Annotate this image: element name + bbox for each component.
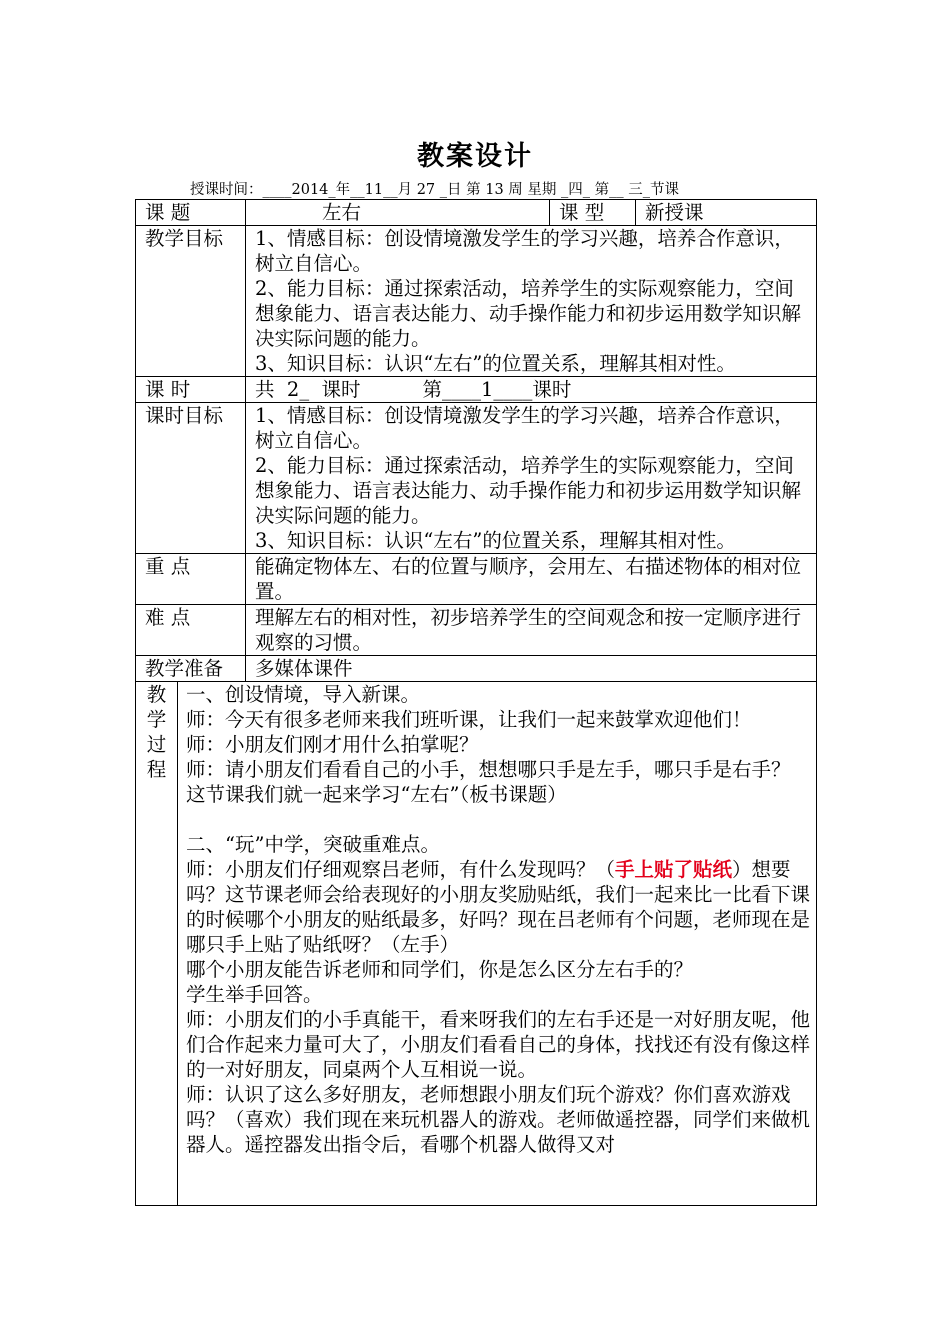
process-label <box>136 682 178 1206</box>
row-difficulty <box>136 605 817 656</box>
process-paragraph: 二、“玩”中学，突破重难点。 <box>186 833 440 856</box>
topic-value: 左右 <box>246 200 550 226</box>
process-content <box>178 682 817 1206</box>
process-paragraph: 学生举手回答。 <box>186 983 323 1006</box>
process-paragraph <box>186 857 811 957</box>
process-label-char: 学 <box>146 708 167 731</box>
teaching-goals-content <box>246 226 817 377</box>
hour-goal-1: 1、情感目标：创设情境激发学生的学习兴趣，培养合作意识，树立自信心。 <box>255 404 794 452</box>
lesson-time-line: 授课时间：____2014_年__11__月 27 _日 第 13 周 星期 _四_ 第__ 三_节课 <box>190 182 679 198</box>
hours-value: 共 2_ 课时 第____1____课时 <box>246 377 817 403</box>
process-paragraph: 师：今天有很多老师来我们班听课，让我们一起来鼓掌欢迎他们！ <box>186 708 752 731</box>
process-paragraph: 师：小朋友们刚才用什么拍掌呢？ <box>186 733 479 756</box>
row-preparation <box>136 656 817 682</box>
process-label-char: 过 <box>146 733 167 756</box>
teaching-goal-1: 1、情感目标：创设情境激发学生的学习兴趣，培养合作意识，树立自信心。 <box>255 227 794 275</box>
row-topic <box>136 200 817 226</box>
preparation-value: 多媒体课件 <box>246 656 817 682</box>
process-text: ）想要吗？这节课老师会给表现好的小朋友奖励贴纸，我们一起来比一比看下课的时候哪个小朋友的贴纸最多，好吗？现在吕老师有个问题，老师现在是哪只手上贴了贴纸呀？（左手） <box>186 858 811 956</box>
difficulty-value: 理解左右的相对性，初步培养学生的空间观念和按一定顺序进行观察的习惯。 <box>246 605 817 656</box>
teaching-goal-2: 2、能力目标：通过探索活动，培养学生的实际观察能力，空间想象能力、语言表达能力、动手操作能力和初步运用数学知识解决实际问题的能力。 <box>255 277 802 350</box>
process-text: 师：小朋友们仔细观察吕老师，有什么发现吗？（ <box>186 858 616 881</box>
blank-line <box>186 807 811 832</box>
hour-goal-3: 3、知识目标：认识“左右”的位置关系，理解其相对性。 <box>255 529 736 552</box>
teaching-goal-3: 3、知识目标：认识“左右”的位置关系，理解其相对性。 <box>255 352 736 375</box>
lesson-type-value: 新授课 <box>636 200 817 226</box>
highlight-text: 手上贴了贴纸 <box>615 858 733 881</box>
hour-goal-2: 2、能力目标：通过探索活动，培养学生的实际观察能力，空间想象能力、语言表达能力、动手操作能力和初步运用数学知识解决实际问题的能力。 <box>255 454 802 527</box>
row-hours <box>136 377 817 403</box>
difficulty-label: 难 点 <box>136 605 246 656</box>
hour-goals-label: 课时目标 <box>136 403 246 554</box>
process-paragraph: 师：小朋友们的小手真能干，看来呀我们的左右手还是一对好朋友呢，他们合作起来力量可大了，小朋友们看看自己的身体，找找还有没有像这样的一对好朋友，同桌两个人互相说一说。 <box>186 1008 811 1081</box>
process-paragraph: 师：请小朋友们看看自己的小手，想想哪只手是左手，哪只手是右手？ <box>186 758 791 781</box>
hours-label: 课 时 <box>136 377 246 403</box>
process-paragraph: 师：认识了这么多好朋友，老师想跟小朋友们玩个游戏？你们喜欢游戏吗？（喜欢）我们现在来玩机器人的游戏。老师做遥控器，同学们来做机器人。遥控器发出指令后，看哪个机器人做得又对 <box>186 1083 811 1156</box>
preparation-label: 教学准备 <box>136 656 246 682</box>
row-process <box>136 682 817 1206</box>
process-label-char: 教 <box>146 683 167 706</box>
hour-goals-content <box>246 403 817 554</box>
row-key-point <box>136 554 817 605</box>
lesson-plan-table <box>135 199 817 1206</box>
lesson-type-label: 课 型 <box>550 200 636 226</box>
key-point-value: 能确定物体左、右的位置与顺序，会用左、右描述物体的相对位置。 <box>246 554 817 605</box>
key-point-label: 重 点 <box>136 554 246 605</box>
row-hour-goals <box>136 403 817 554</box>
process-paragraph: 哪个小朋友能告诉老师和同学们，你是怎么区分左右手的？ <box>186 958 694 981</box>
page-title: 教案设计 <box>417 141 533 172</box>
teaching-goals-label: 教学目标 <box>136 226 246 377</box>
process-paragraph: 一、创设情境，导入新课。 <box>186 683 421 706</box>
topic-label: 课 题 <box>136 200 246 226</box>
process-label-char: 程 <box>146 758 167 781</box>
row-teaching-goals <box>136 226 817 377</box>
process-paragraph: 这节课我们就一起来学习“左右”（板书课题） <box>186 783 567 806</box>
